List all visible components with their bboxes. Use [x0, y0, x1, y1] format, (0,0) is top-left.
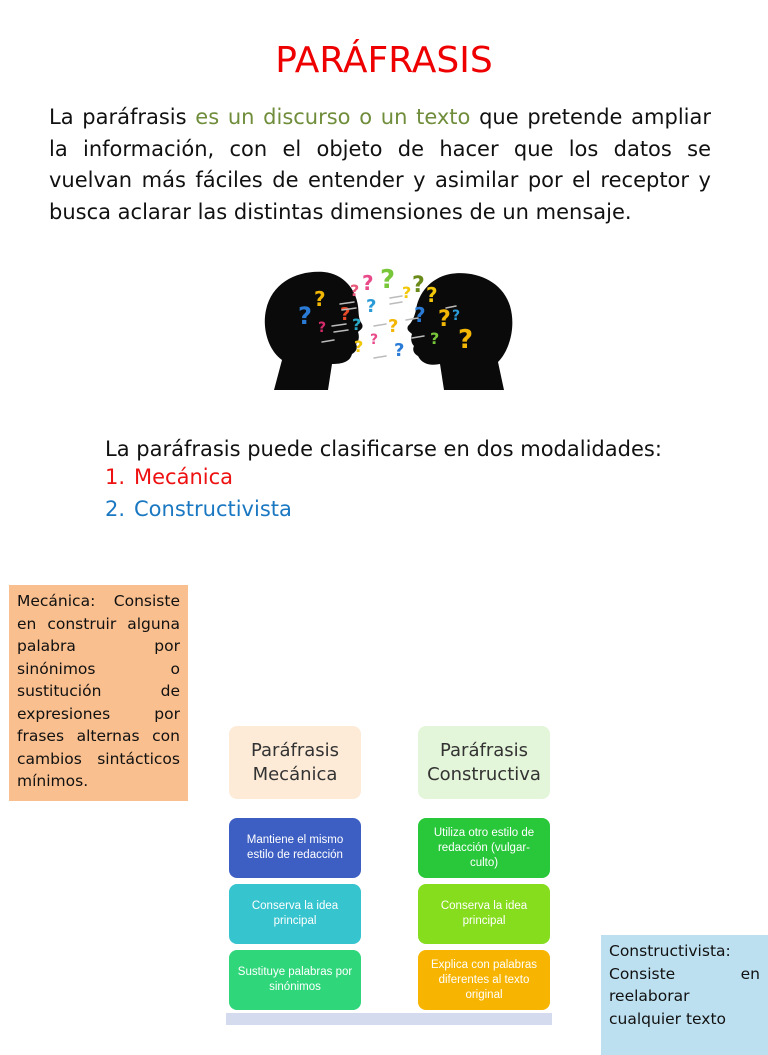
intro-highlight: es un discurso o un texto	[195, 105, 471, 129]
modality-label: Mecánica	[134, 465, 234, 489]
constructiva-feature-box: Explica con palabras diferentes al texto original	[418, 950, 550, 1010]
mecanica-feature-box: Conserva la idea principal	[229, 884, 361, 944]
svg-text:?: ?	[394, 340, 405, 361]
intro-text-2: que pretende ampliar la información, con el objeto de hacer que los datos se vuelvan más fáciles de entender y asimilar por el receptor y busca aclarar las distintas dimensiones de un mensaje.	[49, 105, 711, 224]
diagram-bottom-bar	[226, 1013, 552, 1025]
modality-item-constructivista	[105, 497, 292, 521]
mecanica-feature-box: Sustituye palabras por sinónimos	[229, 950, 361, 1010]
header-line: Constructiva	[427, 763, 541, 785]
mecanica-feature-box: Mantiene el mismo estilo de redacción	[229, 818, 361, 878]
heads-question-marks-illustration	[262, 268, 514, 390]
header-line: Paráfrasis	[439, 739, 529, 761]
page-title: PARÁFRASIS	[275, 40, 493, 81]
svg-text:?: ?	[354, 337, 364, 356]
diagram-header-constructiva	[418, 726, 550, 799]
diagram-header-mecanica	[229, 726, 361, 799]
note-mecanica: Mecánica: Consiste en construir alguna palabra por sinónimos o sustitución de expresiones por frases alternas con cambios sintácticos mínimos.	[9, 585, 188, 801]
svg-text:?: ?	[458, 325, 474, 355]
svg-text:?: ?	[366, 296, 377, 317]
svg-text:?: ?	[430, 329, 440, 348]
svg-text:?: ?	[426, 283, 438, 307]
intro-paragraph	[49, 102, 711, 228]
modality-number: 2.	[105, 497, 126, 521]
modality-label: Constructivista	[134, 497, 292, 521]
svg-text:?: ?	[352, 315, 362, 334]
svg-text:?: ?	[298, 302, 312, 330]
svg-text:?: ?	[452, 308, 461, 324]
modality-item-mecanica	[105, 465, 233, 489]
svg-text:?: ?	[318, 320, 327, 336]
svg-text:?: ?	[402, 283, 412, 302]
svg-text:?: ?	[370, 332, 379, 348]
classification-intro: La paráfrasis puede clasificarse en dos modalidades:	[105, 437, 662, 461]
header-line: Paráfrasis	[250, 739, 340, 761]
svg-text:?: ?	[362, 271, 374, 295]
svg-text:?: ?	[414, 303, 426, 327]
svg-text:?: ?	[340, 304, 351, 325]
constructiva-feature-box: Utiliza otro estilo de redacción (vulgar-culto)	[418, 818, 550, 878]
svg-text:?: ?	[380, 268, 396, 295]
svg-text:?: ?	[350, 281, 360, 300]
svg-text:?: ?	[314, 287, 326, 311]
header-line: Mecánica	[252, 763, 338, 785]
svg-text:?: ?	[388, 316, 399, 337]
svg-text:?: ?	[438, 307, 451, 332]
note-constructivista: Constructivista: Consiste en reelaborar cualquier texto	[601, 935, 768, 1055]
svg-text:?: ?	[412, 273, 425, 298]
constructiva-feature-box: Conserva la idea principal	[418, 884, 550, 944]
modality-number: 1.	[105, 465, 126, 489]
intro-text-1: La paráfrasis	[49, 105, 196, 129]
